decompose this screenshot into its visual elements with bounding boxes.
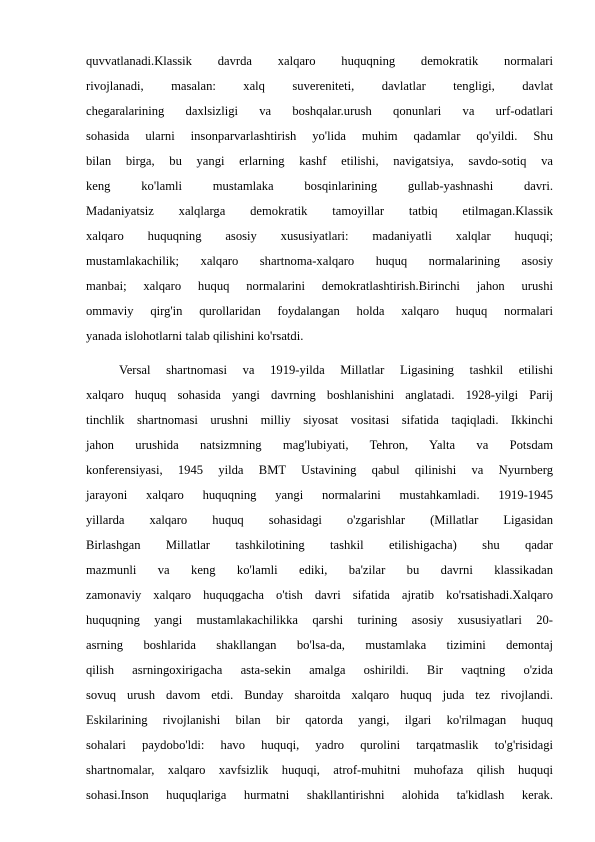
text-line: ommaviy qirg'in qurollaridan foydalangan holda xalqaro huquq normalari [86, 304, 553, 318]
text-line: quvvatlanadi.Klassik davrda xalqaro huquqning demokratik normalari [86, 54, 553, 68]
text-line: xalqaro huquqning asosiy xususiyatlari: madaniyatli xalqlar huquqi; [86, 229, 553, 243]
text-line: yanada islohotlarni talab qilishini ko'rsatdi. [86, 329, 304, 343]
text-line: huquqning yangi mustamlakachilikka qarshi turining asosiy xususiyatlari 20- [86, 613, 553, 627]
text-line: rivojlanadi, masalan: xalq suvereniteti, davlatlar tengligi, davlat [86, 79, 553, 93]
text-line: mustamlakachilik; xalqaro shartnoma-xalqaro huquq normalarining asosiy [86, 254, 553, 268]
text-line: Madaniyatsiz xalqlarga demokratik tamoyillar tatbiq etilmagan.Klassik [86, 204, 553, 218]
text-line: Eskilarining rivojlanishi bilan bir qatorda yangi, ilgari ko'rilmagan huquq [86, 713, 553, 727]
text-line: shartnomalar, xalqaro xavfsizlik huquqi, atrof-muhitni muhofaza qilish huquqi [86, 763, 553, 777]
text-line: keng ko'lamli mustamlaka bosqinlarining gullab-yashnashi davri. [86, 179, 553, 193]
text-line: zamonaviy xalqaro huquqgacha o'tish davri sifatida ajratib ko'rsatishadi.Xalqaro [86, 588, 553, 602]
text-line: konferensiyasi, 1945 yilda BMT Ustavining qabul qilinishi va Nyurnberg [86, 463, 553, 477]
text-line: Birlashgan Millatlar tashkilotining tashkil etilishigacha) shu qadar [86, 538, 553, 552]
text-line: yillarda xalqaro huquq sohasidagi o'zgarishlar (Millatlar Ligasidan [86, 513, 553, 527]
text-line: sovuq urush davom etdi. Bunday sharoitda xalqaro huquq juda tez rivojlandi. [86, 688, 553, 702]
text-line: bilan birga, bu yangi erlarning kashf etilishi, navigatsiya, savdo-sotiq va [86, 154, 553, 168]
text-line: sohalari paydobo'ldi: havo huquqi, yadro qurolini tarqatmaslik to'g'risidagi [86, 738, 553, 752]
text-line: chegaralarining daxlsizligi va boshqalar.urush qonunlari va urf-odatlari [86, 104, 553, 118]
text-line: sohasida ularni insonparvarlashtirish yo'lida muhim qadamlar qo'yildi. Shu [86, 129, 553, 143]
text-line: xalqaro huquq sohasida yangi davrning boshlanishini anglatadi. 1928-yilgi Parij [86, 388, 553, 402]
text-line: manbai; xalqaro huquq normalarini demokratlashtirish.Birinchi jahon urushi [86, 279, 553, 293]
text-line: jarayoni xalqaro huquqning yangi normalarini mustahkamladi. 1919-1945 [86, 488, 553, 502]
text-line: Versal shartnomasi va 1919-yilda Millatlar Ligasining tashkil etilishi [119, 363, 553, 377]
text-line: asrning boshlarida shakllangan bo'lsa-da, mustamlaka tizimini demontaj [86, 638, 553, 652]
text-line: tinchlik shartnomasi urushni milliy siyosat vositasi sifatida taqiqladi. Ikkinchi [86, 413, 553, 427]
text-line: jahon urushida natsizmning mag'lubiyati, Tehron, Yalta va Potsdam [86, 438, 553, 452]
text-line: mazmunli va keng ko'lamli ediki, ba'zilar bu davrni klassikadan [86, 563, 553, 577]
text-line: qilish asrningoxirigacha asta-sekin amalga oshirildi. Bir vaqtning o'zida [86, 663, 553, 677]
text-line: sohasi.Inson huquqlariga hurmatni shakllantirishni alohida ta'kidlash kerak. [86, 788, 553, 802]
